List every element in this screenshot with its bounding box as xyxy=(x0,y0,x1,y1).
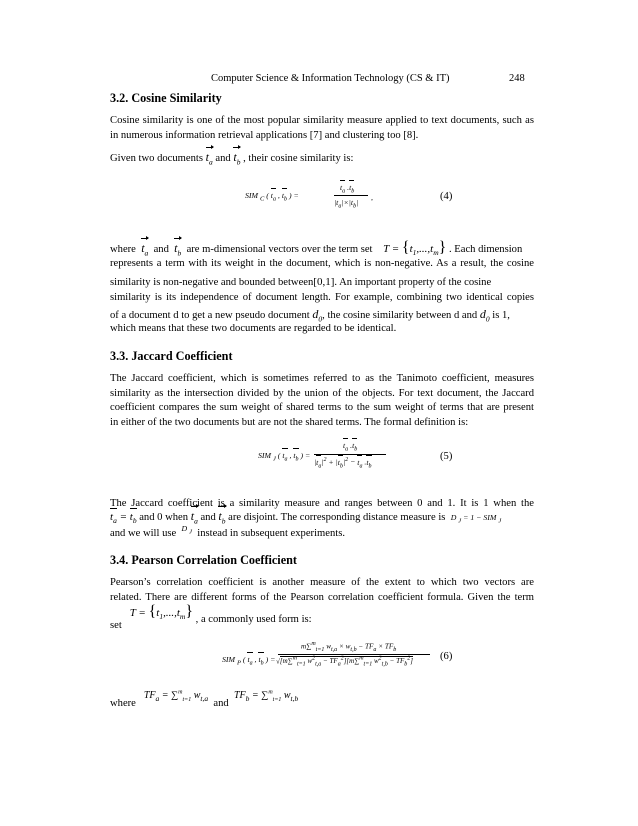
text-fragment: and we will use xyxy=(110,528,177,539)
text-fragment: is 1, xyxy=(492,310,510,321)
text-line: coefficient compares the sum weight of shared terms to the sum weight of terms that are present xyxy=(110,402,534,414)
equation-cosine-denominator: $|t_a|\times|t_b|$ xyxy=(334,198,359,210)
text-fragment: . An important property of the cosine xyxy=(334,277,492,288)
text-fragment: and xyxy=(213,698,229,710)
text-line: Pearson’s correlation coefficient is another measure of the extent to which two vectors are xyxy=(110,577,534,588)
text-fragment: and xyxy=(200,512,216,523)
d0-symbol: $d_0$ xyxy=(312,307,323,324)
cosine-property-line xyxy=(110,291,534,306)
text-line: The Jaccard coefficient, which is sometimes referred to as the Tanimoto coefficient, measures xyxy=(110,373,534,384)
fraction-bar xyxy=(314,454,386,455)
text-line: similarity is its independence of document length. For example, combining two identical copies xyxy=(110,292,534,303)
tfa-formula: $TF_a = \sum^m_{t=1}$ $w_{t,a}$ xyxy=(143,690,209,704)
equation-jaccard-denominator: $|t_a|^2 + |t_b|^2 - t_a$ $.t_b$ xyxy=(314,457,372,470)
text-fragment: , their cosine similarity is: xyxy=(243,153,354,164)
d0-symbol: $d_0$ xyxy=(479,307,490,324)
text-line: The Jaccard coefficient is a similarity measure and ranges between 0 and 1. It is 1 when the xyxy=(110,498,534,509)
dj-symbol: D J xyxy=(181,524,192,536)
vector-tb: $t_b$ xyxy=(218,509,226,526)
running-header: Computer Science & Information Technology (CS & IT) xyxy=(211,73,450,84)
equation-number-6: (6) xyxy=(440,651,453,662)
text-fragment: where xyxy=(110,244,136,255)
equation-cosine-numerator: $t_a$ $.t_b$ xyxy=(340,183,355,195)
vector-tb: $t_b$ xyxy=(233,150,241,167)
equation-jaccard-lhs: SIM $_J$ ( $t_a$ , $t_b$ ) = xyxy=(258,451,311,463)
section-heading-cosine: 3.2. Cosine Similarity xyxy=(110,91,222,105)
equation-number-4: (4) xyxy=(440,191,453,202)
text-line: in either of the two documents but are not the shared terms. The formal definition is: xyxy=(110,416,469,428)
equation-comma: , xyxy=(371,193,373,202)
text-fragment: and xyxy=(153,244,169,255)
text-line: which means that these two documents are regarded to be identical. xyxy=(110,323,397,334)
jaccard-disjoint-line xyxy=(110,509,501,525)
vector-tb: $t_b$ xyxy=(174,241,182,258)
text-line: represents a term with its weight in the document, which is non-negative. As a result, the cosine xyxy=(110,258,534,269)
tfb-formula: $TF_b = \sum^m_{t=1}$ $w_{t,b}$ xyxy=(234,690,299,704)
text-fragment: similarity is non-negative and bounded between xyxy=(110,277,314,288)
fraction-bar xyxy=(278,654,430,655)
cosine-intro-paragraph xyxy=(110,114,534,143)
text-fragment: are disjoint. The corresponding distance measure is xyxy=(228,512,446,523)
text-line: Cosine similarity is one of the most popular similarity measure applied to text documents, such as xyxy=(110,115,534,126)
section-heading-jaccard: 3.3. Jaccard Coefficient xyxy=(110,349,233,363)
vector-ta: $t_a$ xyxy=(190,509,198,526)
text-fragment: set xyxy=(110,620,122,631)
equation-cosine-lhs: SIM $_C$ ( $t_a$ , $t_b$ ) = xyxy=(245,191,299,203)
vector-ta: $t_a$ xyxy=(141,241,149,258)
text-fragment: instead in subsequent experiments. xyxy=(197,528,345,539)
section-heading-pearson: 3.4. Pearson Correlation Coefficient xyxy=(110,553,297,567)
interval: [0,1] xyxy=(313,276,335,288)
pearson-set-line xyxy=(110,603,312,631)
cosine-where-line xyxy=(110,239,534,257)
pearson-intro-paragraph xyxy=(110,576,534,605)
pearson-where-line xyxy=(110,690,299,710)
text-line: similarity as the intersection divided by the union of the objects. For text document, the Jaccard xyxy=(110,387,534,399)
equation-pearson-numerator: m∑$^m_{t=1}$ $w_{t,a} \times w_{t,b} - TF_a \times TF_b$ xyxy=(301,641,397,653)
text-line: in numerous information retrieval applications [7] and clustering too [8]. xyxy=(110,129,419,141)
text-fragment: Given two documents xyxy=(110,153,203,164)
equation-jaccard-numerator: $t_a$ $.t_b$ xyxy=(343,441,358,453)
cosine-given-line xyxy=(110,150,353,166)
vector-ta: $t_a$ xyxy=(205,150,213,167)
page-number: 248 xyxy=(509,73,525,84)
cosine-where-paragraph xyxy=(110,257,534,272)
equality-formula: $t_a = t_b$ xyxy=(110,511,137,526)
text-fragment: . Each dimension xyxy=(449,244,523,255)
equation-pearson-lhs: SIM $_P$ ( $t_a$ , $t_b$ ) = xyxy=(222,655,276,667)
jaccard-intro-paragraph xyxy=(110,372,534,430)
cosine-bounded-line xyxy=(110,276,491,288)
text-fragment: , a commonly used form is: xyxy=(195,614,312,625)
text-fragment: and 0 when xyxy=(139,512,189,523)
text-line: related. There are different forms of the Pearson correlation coefficient formula. Given the term xyxy=(110,591,534,603)
text-fragment: where xyxy=(110,698,136,710)
jaccard-use-line xyxy=(110,524,345,541)
distance-formula: D $_J$ = 1 − SIM $_J$ xyxy=(450,513,502,525)
term-set-formula: $T = \{t_1,...,t_m\}$ xyxy=(383,239,447,258)
equation-pearson-denominator: √[m∑$^m_{t=1}$ $w^2_{t,a} - TF_a^2][m\sum^m_{t=1}$ $w^2_{t,b} - TF_b^2$] xyxy=(276,656,413,668)
cosine-pseudo-doc-line xyxy=(110,307,510,323)
term-set-formula: $T = \{t_1,...,t_m\}$ xyxy=(129,603,193,622)
text-fragment: are m-dimensional vectors over the term set xyxy=(186,244,373,255)
text-fragment: , the cosine similarity between d and xyxy=(322,310,478,321)
text-fragment: of a document d to get a new pseudo document xyxy=(110,310,310,321)
equation-number-5: (5) xyxy=(440,451,453,462)
text-fragment: and xyxy=(215,153,231,164)
